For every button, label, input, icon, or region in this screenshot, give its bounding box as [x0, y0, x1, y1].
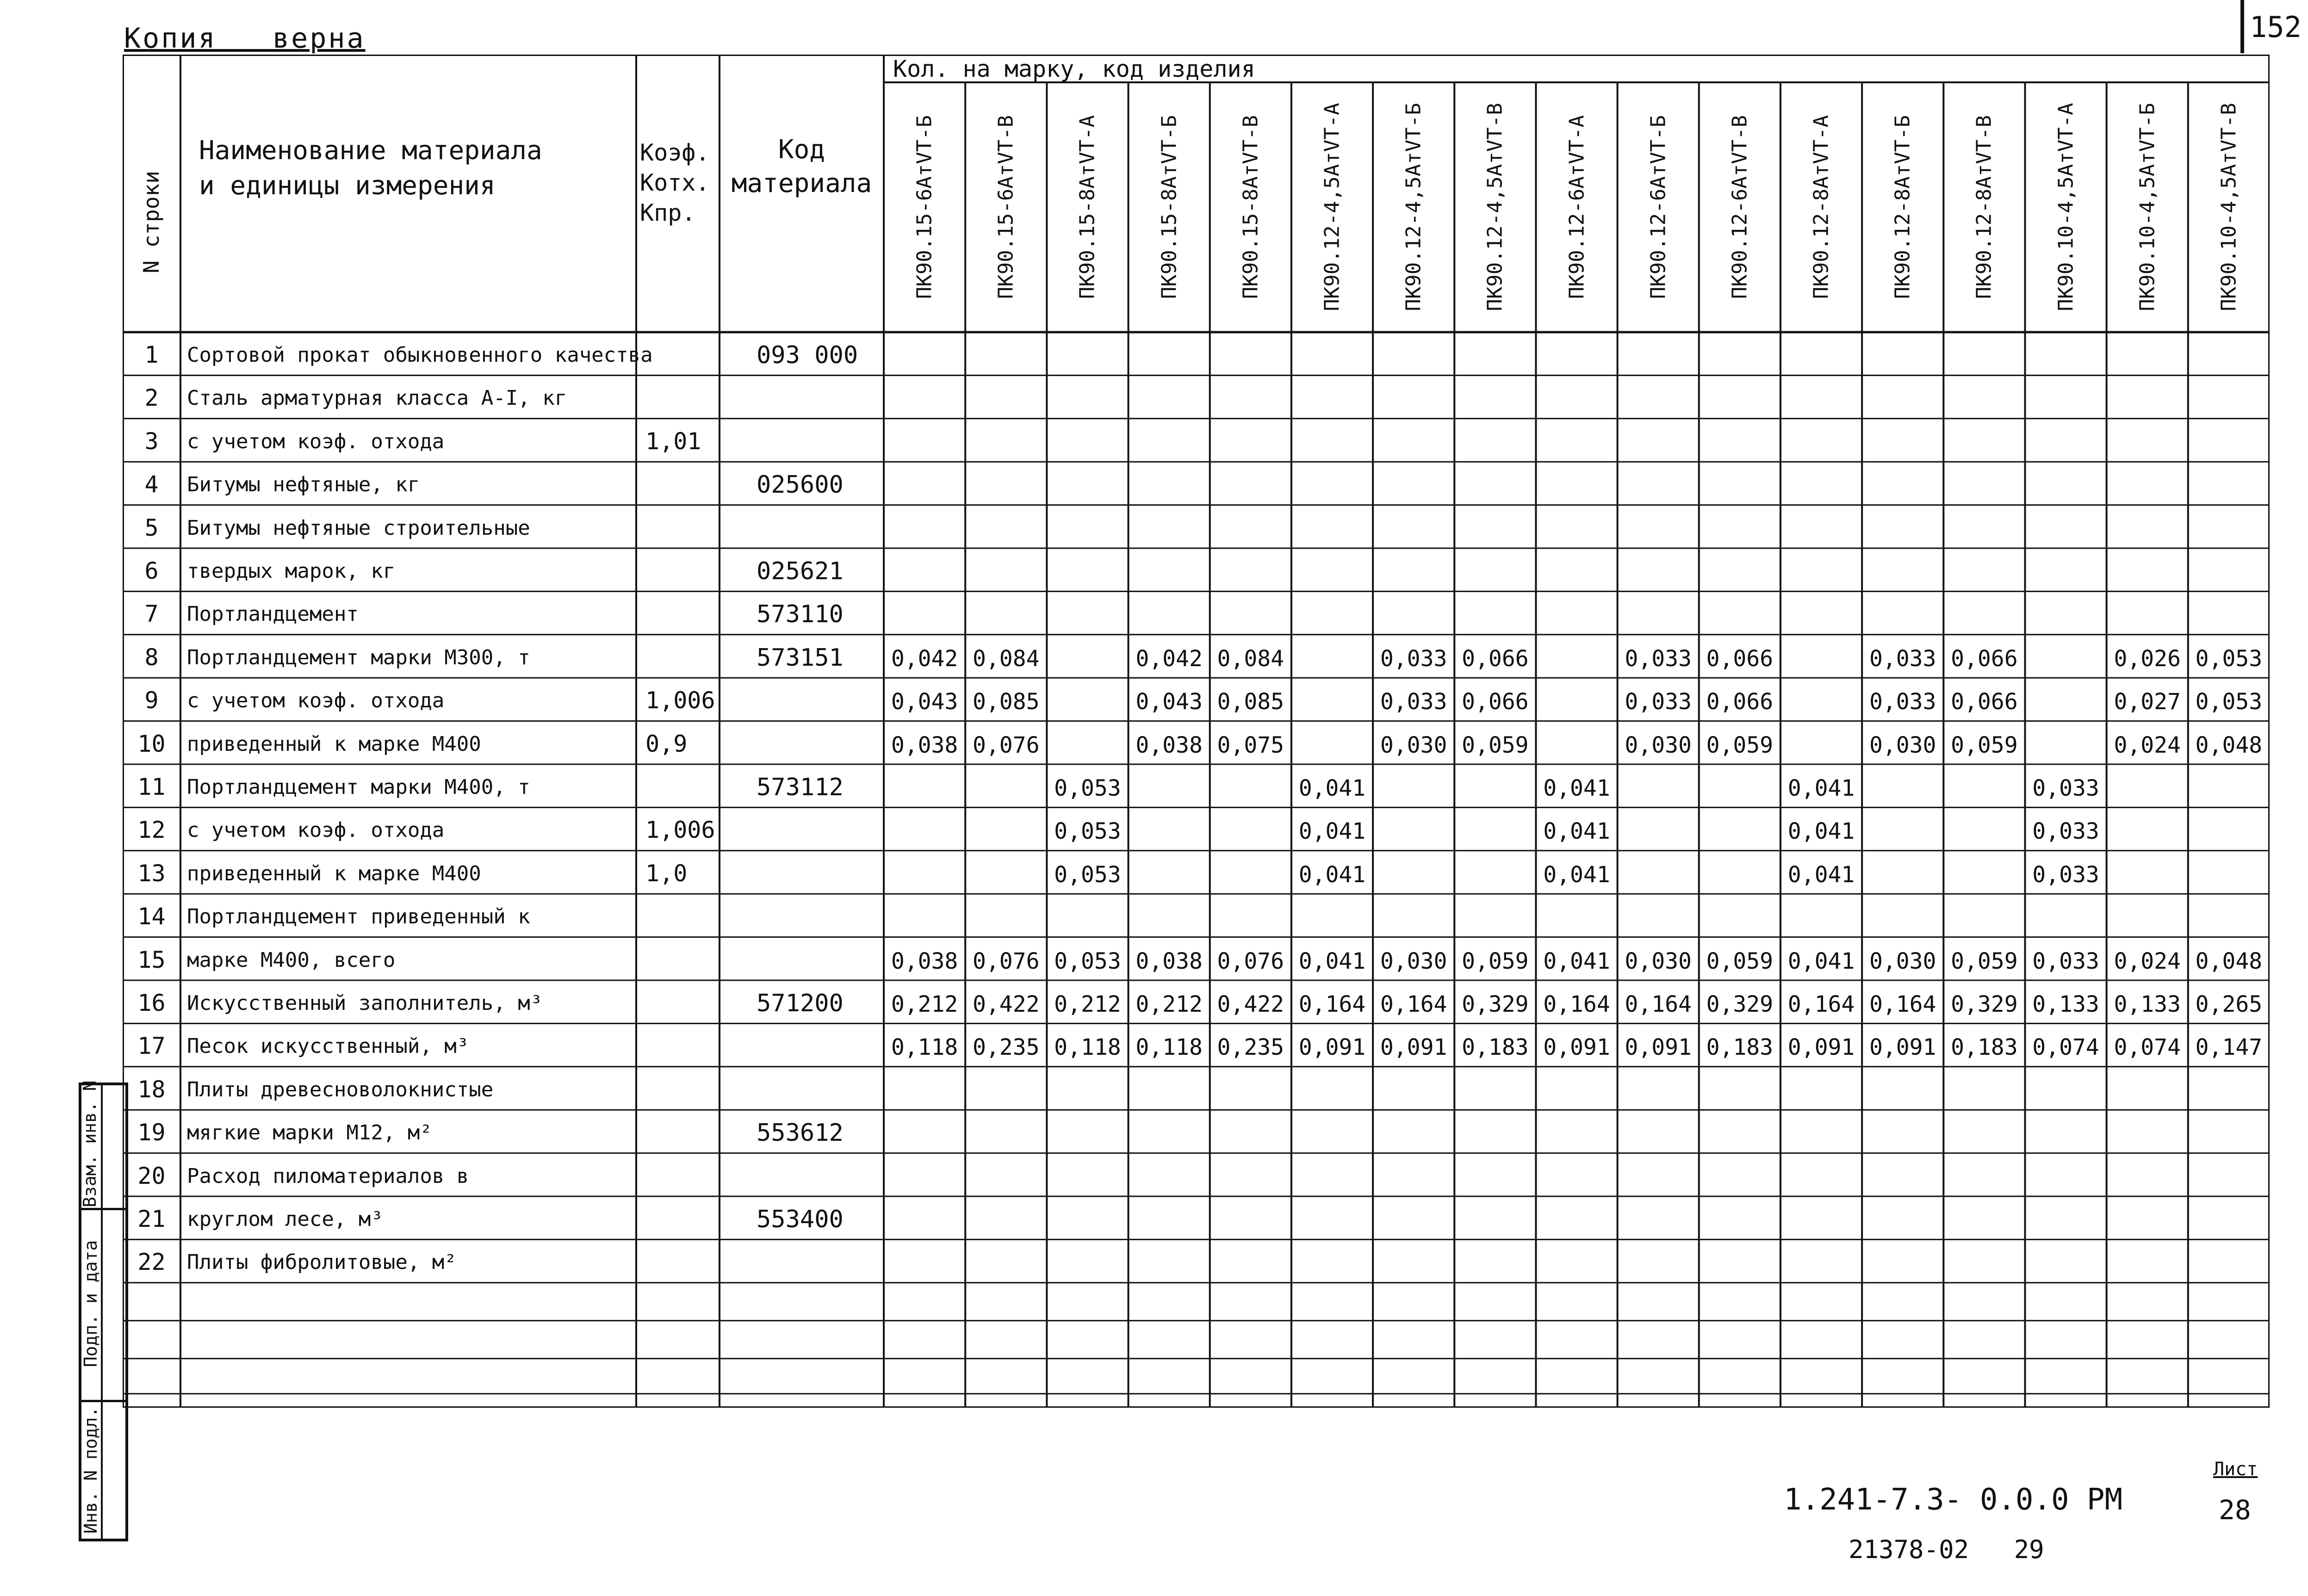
row-code: 573151	[757, 643, 844, 672]
row-number: 8	[144, 643, 159, 671]
product-header: ПК90.15-8АтVТ-А	[1075, 115, 1099, 299]
row-value: 0,053	[1054, 775, 1121, 801]
row-value: 0,041	[1787, 775, 1855, 801]
row-value: 0,147	[2195, 1034, 2263, 1061]
row-value: 0,041	[1298, 818, 1366, 845]
row-value: 0,074	[2032, 1034, 2099, 1061]
row-value: 0,091	[1543, 1034, 1610, 1061]
col-header-coef: Коэф. Котх. Кпр.	[640, 139, 710, 226]
row-value: 0,164	[1543, 991, 1610, 1017]
row-number: 4	[144, 471, 159, 498]
row-name: Песок искусственный, м³	[187, 1034, 469, 1058]
side-stamp-divider-2	[81, 1400, 125, 1402]
row-number: 17	[137, 1033, 166, 1060]
row-value: 0,030	[1625, 948, 1692, 974]
product-header: ПК90.10-4,5АтVТ-В	[2217, 103, 2241, 311]
side-stamp	[79, 1080, 128, 1541]
row-code: 573110	[757, 600, 844, 629]
row-value: 0,059	[1951, 948, 2018, 974]
col-header-row-no: N строки	[139, 171, 164, 273]
row-value: 0,164	[1298, 991, 1366, 1017]
row-value: 0,066	[1462, 689, 1529, 715]
row-name: Сталь арматурная класса А-I, кг	[187, 386, 567, 410]
product-header: ПК90.12-8АтVТ-Б	[1891, 115, 1915, 299]
row-value: 0,033	[1380, 689, 1447, 715]
row-value: 0,053	[1054, 948, 1121, 974]
row-value: 0,053	[1054, 818, 1121, 845]
title-block-sheet-no: 28	[2219, 1494, 2251, 1526]
row-value: 0,059	[1706, 732, 1774, 758]
row-name: Расход пиломатериалов в	[187, 1164, 469, 1188]
product-header: ПК90.12-6АтVТ-А	[1565, 115, 1588, 299]
row-number: 16	[137, 990, 166, 1016]
row-value: 0,026	[2114, 645, 2181, 672]
row-value: 0,038	[891, 732, 958, 758]
row-value: 0,033	[2032, 775, 2099, 801]
row-value: 0,212	[1054, 991, 1121, 1017]
row-value: 0,041	[1787, 818, 1855, 845]
side-stamp-sign-date: Подп. и дата	[81, 1240, 101, 1367]
row-code: 571200	[757, 990, 844, 1017]
row-value: 0,212	[891, 991, 958, 1017]
row-value: 0,091	[1380, 1034, 1447, 1061]
row-name: Битумы нефтяные строительные	[187, 516, 530, 540]
row-value: 0,183	[1706, 1034, 1774, 1061]
row-value: 0,066	[1706, 645, 1774, 672]
row-value: 0,033	[1625, 689, 1692, 715]
row-value: 0,329	[1462, 991, 1529, 1017]
row-value: 0,066	[1951, 645, 2018, 672]
row-value: 0,027	[2114, 689, 2181, 715]
row-value: 0,059	[1951, 732, 2018, 758]
row-name: Портландцемент марки М300, т	[187, 645, 530, 669]
side-stamp-vline	[101, 1085, 103, 1539]
row-value: 0,048	[2195, 732, 2263, 758]
row-value: 0,066	[1706, 689, 1774, 715]
row-name: круглом лесе, м³	[187, 1207, 383, 1231]
row-number: 9	[144, 687, 159, 714]
row-name: Портландцемент	[187, 602, 359, 626]
row-value: 0,038	[891, 948, 958, 974]
product-header: ПК90.12-4,5АтVТ-В	[1483, 103, 1507, 311]
row-coef: 1,0	[645, 860, 688, 887]
row-name: с учетом коэф. отхода	[187, 689, 445, 713]
row-number: 7	[144, 600, 159, 628]
row-number: 3	[144, 427, 159, 455]
row-name: твердых марок, кг	[187, 559, 396, 583]
row-value: 0,212	[1135, 991, 1203, 1017]
row-value: 0,075	[1217, 732, 1284, 758]
materials-table	[123, 55, 2270, 1408]
product-header: ПК90.12-8АтVТ-А	[1809, 115, 1833, 299]
product-header: ПК90.15-6АтVТ-Б	[912, 115, 937, 299]
table-grid	[123, 55, 2270, 1408]
row-value: 0,076	[973, 732, 1040, 758]
row-value: 0,030	[1625, 732, 1692, 758]
row-number: 11	[137, 773, 166, 800]
row-value: 0,074	[2114, 1034, 2181, 1061]
product-header: ПК90.15-6АтVТ-В	[994, 115, 1018, 299]
row-value: 0,133	[2114, 991, 2181, 1017]
row-value: 0,041	[1787, 861, 1855, 888]
product-header: ПК90.12-4,5АтVТ-А	[1320, 103, 1344, 311]
row-number: 2	[144, 384, 159, 412]
row-value: 0,053	[2195, 645, 2263, 672]
row-value: 0,422	[973, 991, 1040, 1017]
row-name: марке М400, всего	[187, 948, 396, 972]
row-value: 0,033	[2032, 861, 2099, 888]
row-value: 0,024	[2114, 732, 2181, 758]
row-value: 0,038	[1135, 948, 1203, 974]
col-header-code: Код материала	[731, 135, 872, 198]
side-stamp-divider-1	[81, 1208, 125, 1210]
row-name: Искусственный заполнитель, м³	[187, 991, 543, 1015]
row-coef: 1,006	[645, 817, 715, 844]
title-block	[1557, 1455, 2270, 1534]
row-value: 0,085	[1217, 689, 1284, 715]
row-value: 0,059	[1462, 948, 1529, 974]
row-value: 0,183	[1951, 1034, 2018, 1061]
product-header: ПК90.15-8АтVТ-В	[1239, 115, 1263, 299]
row-value: 0,033	[2032, 818, 2099, 845]
row-value: 0,041	[1787, 948, 1855, 974]
product-header: ПК90.12-6АтVТ-В	[1728, 115, 1752, 299]
row-value: 0,084	[1217, 645, 1284, 672]
product-header: ПК90.10-4,5АтVТ-А	[2054, 103, 2078, 311]
row-value: 0,265	[2195, 991, 2263, 1017]
row-value: 0,235	[973, 1034, 1040, 1061]
row-value: 0,030	[1380, 732, 1447, 758]
row-code: 093 000	[757, 341, 858, 369]
row-value: 0,038	[1135, 732, 1203, 758]
row-number: 13	[137, 860, 166, 887]
row-value: 0,329	[1951, 991, 2018, 1017]
row-number: 19	[137, 1119, 166, 1146]
row-number: 6	[144, 557, 159, 584]
row-value: 0,164	[1869, 991, 1936, 1017]
row-value: 0,030	[1869, 948, 1936, 974]
row-value: 0,059	[1462, 732, 1529, 758]
row-value: 0,091	[1625, 1034, 1692, 1061]
row-value: 0,164	[1380, 991, 1447, 1017]
row-value: 0,041	[1543, 818, 1610, 845]
row-value: 0,033	[1869, 645, 1936, 672]
row-number: 1	[144, 341, 159, 368]
row-value: 0,030	[1380, 948, 1447, 974]
row-value: 0,053	[2195, 689, 2263, 715]
row-name: мягкие марки М12, м²	[187, 1121, 432, 1145]
row-value: 0,118	[891, 1034, 958, 1061]
row-value: 0,183	[1462, 1034, 1529, 1061]
row-value: 0,133	[2032, 991, 2099, 1017]
row-value: 0,033	[1625, 645, 1692, 672]
row-number: 10	[137, 730, 166, 757]
row-name: приведенный к марке М400	[187, 861, 481, 885]
copy-note: Копия верна	[124, 22, 366, 55]
row-number: 18	[137, 1076, 166, 1103]
row-coef: 1,01	[645, 427, 701, 455]
row-value: 0,041	[1298, 775, 1366, 801]
row-value: 0,041	[1543, 861, 1610, 888]
row-number: 20	[137, 1162, 166, 1189]
row-value: 0,033	[2032, 948, 2099, 974]
side-stamp-vzam: Взам. инв. N	[80, 1080, 100, 1207]
side-stamp-inv-no: Инв. N подл.	[81, 1406, 101, 1534]
row-value: 0,030	[1869, 732, 1936, 758]
row-value: 0,024	[2114, 948, 2181, 974]
title-block-sheet-label: Лист	[2213, 1459, 2258, 1480]
row-value: 0,041	[1298, 861, 1366, 888]
row-value: 0,041	[1543, 775, 1610, 801]
row-value: 0,059	[1706, 948, 1774, 974]
corner-sheet-number: 152	[2250, 10, 2302, 44]
row-value: 0,076	[1217, 948, 1284, 974]
row-name: Портландцемент приведенный к	[187, 905, 530, 929]
row-code: 553612	[757, 1119, 844, 1147]
row-value: 0,091	[1787, 1034, 1855, 1061]
row-code: 573112	[757, 773, 844, 801]
row-value: 0,091	[1869, 1034, 1936, 1061]
row-value: 0,043	[891, 689, 958, 715]
row-code: 025621	[757, 557, 844, 585]
row-value: 0,164	[1625, 991, 1692, 1017]
product-header: ПК90.12-4,5АтVТ-Б	[1402, 103, 1426, 311]
row-value: 0,164	[1787, 991, 1855, 1017]
row-name: Портландцемент марки М400, т	[187, 775, 530, 799]
row-number: 14	[137, 903, 166, 930]
row-value: 0,118	[1054, 1034, 1121, 1061]
row-number: 15	[137, 946, 166, 973]
row-value: 0,091	[1298, 1034, 1366, 1061]
row-value: 0,085	[973, 689, 1040, 715]
row-value: 0,033	[1869, 689, 1936, 715]
corner-frame	[2240, 0, 2244, 53]
product-header: ПК90.10-4,5АтVТ-Б	[2135, 103, 2159, 311]
title-block-code: 1.241-7.3- 0.0.0 РМ	[1784, 1483, 2123, 1517]
row-name: с учетом коэф. отхода	[187, 818, 445, 842]
row-value: 0,329	[1706, 991, 1774, 1017]
row-name: Сортовой прокат обыкновенного качества	[187, 343, 653, 367]
row-number: 5	[144, 514, 159, 541]
row-value: 0,053	[1054, 861, 1121, 888]
archive-number: 21378-02 29	[1849, 1535, 2044, 1564]
row-value: 0,066	[1951, 689, 2018, 715]
product-header: ПК90.15-8АтVТ-Б	[1157, 115, 1181, 299]
row-name: Плиты фибролитовые, м²	[187, 1250, 457, 1274]
group-header: Кол. на марку, код изделия	[893, 56, 1255, 82]
row-value: 0,235	[1217, 1034, 1284, 1061]
row-value: 0,076	[973, 948, 1040, 974]
product-header: ПК90.12-6АтVТ-Б	[1646, 115, 1670, 299]
row-value: 0,048	[2195, 948, 2263, 974]
product-header: ПК90.12-8АтVТ-В	[1972, 115, 1996, 299]
col-header-name: Наименование материала и единицы измерения	[199, 136, 542, 201]
row-value: 0,066	[1462, 645, 1529, 672]
row-name: приведенный к марке М400	[187, 732, 481, 756]
row-value: 0,043	[1135, 689, 1203, 715]
row-value: 0,422	[1217, 991, 1284, 1017]
row-value: 0,084	[973, 645, 1040, 672]
row-coef: 0,9	[645, 730, 688, 757]
row-name: с учетом коэф. отхода	[187, 429, 445, 453]
row-name: Битумы нефтяные, кг	[187, 473, 420, 497]
row-number: 21	[137, 1206, 166, 1232]
row-code: 025600	[757, 471, 844, 499]
row-value: 0,042	[1135, 645, 1203, 672]
row-value: 0,118	[1135, 1034, 1203, 1061]
row-name: Плиты древесноволокнистые	[187, 1077, 494, 1101]
row-coef: 1,006	[645, 687, 715, 714]
row-value: 0,041	[1543, 948, 1610, 974]
row-number: 12	[137, 817, 166, 844]
row-value: 0,042	[891, 645, 958, 672]
row-value: 0,033	[1380, 645, 1447, 672]
row-code: 553400	[757, 1206, 844, 1233]
row-value: 0,041	[1298, 948, 1366, 974]
row-number: 22	[137, 1249, 166, 1276]
